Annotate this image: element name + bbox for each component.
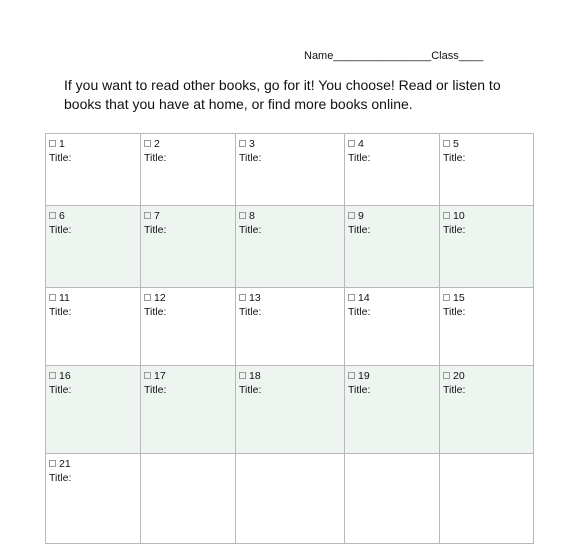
checkbox-icon[interactable] (239, 212, 246, 219)
book-number: 13 (249, 292, 261, 304)
book-cell (141, 288, 236, 366)
book-cell-header (348, 291, 436, 305)
book-number: 19 (358, 370, 370, 382)
book-number: 11 (59, 292, 70, 304)
empty-cell (345, 454, 440, 544)
checkbox-icon[interactable] (443, 372, 450, 379)
book-number: 3 (249, 138, 255, 150)
book-cell-header (443, 209, 530, 223)
book-cell-header (239, 209, 341, 223)
grid-row (46, 134, 534, 206)
book-cell (141, 366, 236, 454)
checkbox-icon[interactable] (348, 294, 355, 301)
title-label: Title: (443, 224, 466, 236)
book-cell-header (443, 137, 530, 151)
title-label: Title: (443, 152, 466, 164)
book-cell (440, 206, 534, 288)
title-label: Title: (49, 224, 72, 236)
grid-row (46, 206, 534, 288)
book-cell (236, 134, 345, 206)
title-label: Title: (239, 224, 262, 236)
book-cell (46, 206, 141, 288)
checkbox-icon[interactable] (348, 212, 355, 219)
title-label: Title: (144, 152, 167, 164)
checkbox-icon[interactable] (144, 372, 151, 379)
book-cell-header (49, 291, 137, 305)
grid-row (46, 454, 534, 544)
book-cell-header (49, 209, 137, 223)
checkbox-icon[interactable] (49, 212, 56, 219)
book-cell-header (348, 369, 436, 383)
checkbox-icon[interactable] (144, 212, 151, 219)
book-cell-header (49, 457, 137, 471)
title-label: Title: (239, 384, 262, 396)
empty-cell (440, 454, 534, 544)
checkbox-icon[interactable] (239, 372, 246, 379)
book-cell-header (239, 369, 341, 383)
book-number: 6 (59, 210, 65, 222)
title-label: Title: (144, 306, 167, 318)
grid-row (46, 366, 534, 454)
book-cell-header (348, 137, 436, 151)
book-number: 20 (453, 370, 465, 382)
instructions-text: If you want to read other books, go for it! You choose! Read or listen to books that you have at home, or find more books online. (64, 77, 501, 112)
book-cell-header (443, 369, 530, 383)
book-number: 16 (59, 370, 71, 382)
checkbox-icon[interactable] (49, 460, 56, 467)
book-cell (236, 366, 345, 454)
title-label: Title: (348, 384, 371, 396)
book-cell (46, 288, 141, 366)
book-number: 17 (154, 370, 166, 382)
empty-cell (236, 454, 345, 544)
title-label: Title: (348, 224, 371, 236)
book-number: 7 (154, 210, 160, 222)
title-label: Title: (443, 384, 466, 396)
book-cell-header (239, 291, 341, 305)
checkbox-icon[interactable] (443, 212, 450, 219)
book-number: 15 (453, 292, 465, 304)
book-cell-header (348, 209, 436, 223)
title-label: Title: (239, 306, 262, 318)
book-cell (141, 206, 236, 288)
reading-log-grid (45, 133, 534, 544)
book-cell (46, 134, 141, 206)
book-cell-header (144, 291, 232, 305)
book-cell (46, 366, 141, 454)
book-cell (345, 366, 440, 454)
book-cell (46, 454, 141, 544)
grid-row (46, 288, 534, 366)
book-cell (345, 288, 440, 366)
book-number: 5 (453, 138, 459, 150)
checkbox-icon[interactable] (443, 294, 450, 301)
book-number: 18 (249, 370, 261, 382)
book-number: 12 (154, 292, 166, 304)
book-cell (440, 288, 534, 366)
book-cell (345, 206, 440, 288)
checkbox-icon[interactable] (144, 140, 151, 147)
book-number: 21 (59, 458, 71, 470)
book-number: 4 (358, 138, 364, 150)
book-cell (440, 134, 534, 206)
book-number: 1 (59, 138, 65, 150)
book-cell-header (49, 137, 137, 151)
title-label: Title: (348, 306, 371, 318)
book-cell-header (144, 137, 232, 151)
name-class-line: Name________________Class____ (304, 50, 484, 62)
book-cell-header (49, 369, 137, 383)
book-cell-header (443, 291, 530, 305)
book-number: 8 (249, 210, 255, 222)
title-label: Title: (49, 152, 72, 164)
checkbox-icon[interactable] (348, 372, 355, 379)
book-cell (440, 366, 534, 454)
checkbox-icon[interactable] (49, 372, 56, 379)
title-label: Title: (49, 472, 72, 484)
title-label: Title: (49, 384, 72, 396)
title-label: Title: (144, 224, 167, 236)
book-cell-header (144, 209, 232, 223)
checkbox-icon[interactable] (49, 294, 56, 301)
book-cell (236, 206, 345, 288)
checkbox-icon[interactable] (239, 294, 246, 301)
book-cell-header (144, 369, 232, 383)
book-cell (236, 288, 345, 366)
book-cell (345, 134, 440, 206)
book-cell-header (239, 137, 341, 151)
checkbox-icon[interactable] (49, 140, 56, 147)
checkbox-icon[interactable] (144, 294, 151, 301)
reading-log-body (46, 134, 534, 544)
title-label: Title: (144, 384, 167, 396)
title-label: Title: (239, 152, 262, 164)
title-label: Title: (443, 306, 466, 318)
book-number: 14 (358, 292, 370, 304)
checkbox-icon[interactable] (443, 140, 450, 147)
empty-cell (141, 454, 236, 544)
book-number: 10 (453, 210, 465, 222)
title-label: Title: (49, 306, 72, 318)
book-cell (141, 134, 236, 206)
book-number: 9 (358, 210, 364, 222)
checkbox-icon[interactable] (239, 140, 246, 147)
checkbox-icon[interactable] (348, 140, 355, 147)
title-label: Title: (348, 152, 371, 164)
book-number: 2 (154, 138, 160, 150)
